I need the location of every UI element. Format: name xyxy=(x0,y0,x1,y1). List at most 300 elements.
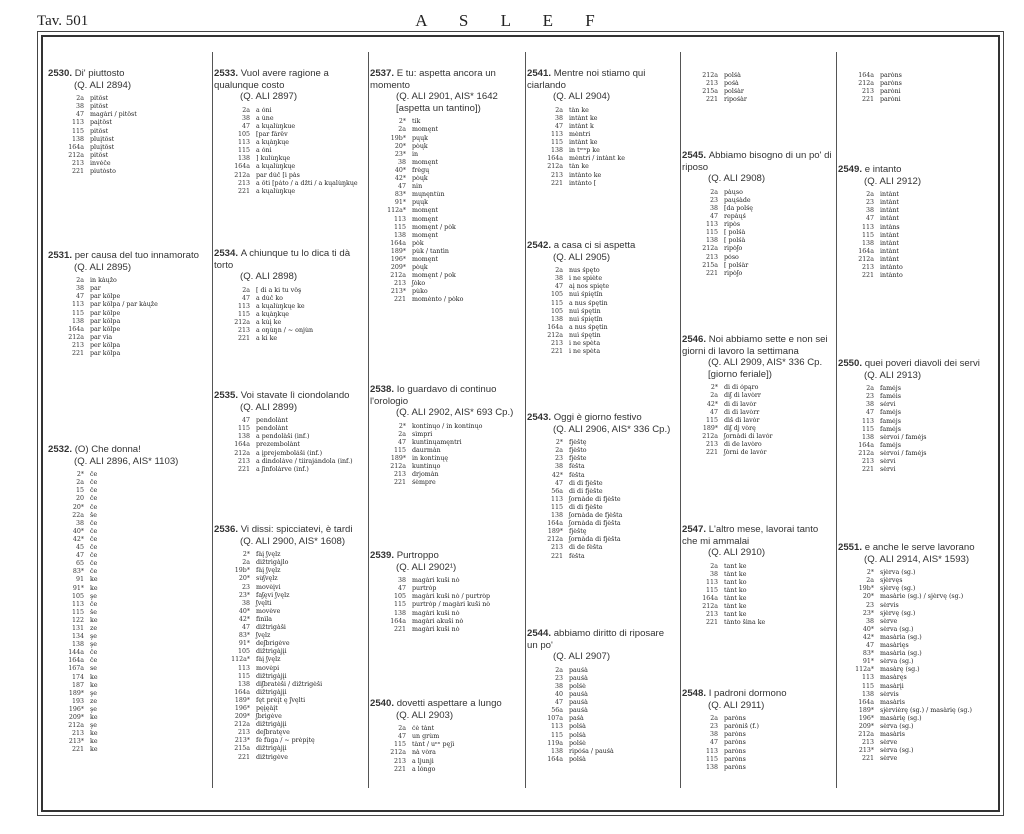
response-list xyxy=(682,384,832,457)
question-number: 2546. xyxy=(682,334,709,345)
question-reference: (Q. ALI 2896, AIS* 1103) xyxy=(74,455,179,467)
locality-code: 113 xyxy=(861,223,874,231)
locality-code: 47 xyxy=(241,624,250,632)
dialect-form: a kųàŋkųe xyxy=(256,139,290,147)
locality-code: 113 xyxy=(705,578,718,586)
question-reference: (Q. ALI 2913) xyxy=(864,369,922,381)
dialect-form: momęnt / pok xyxy=(412,272,456,280)
locality-code: 113 xyxy=(550,131,563,139)
locality-code: 115 xyxy=(393,741,406,749)
locality-code: 138 xyxy=(71,641,84,649)
locality-code: 40* xyxy=(72,527,84,535)
response-list xyxy=(48,277,208,358)
response-row xyxy=(527,283,677,291)
locality-code: 113 xyxy=(71,119,84,127)
response-row xyxy=(214,673,364,681)
map-column xyxy=(370,52,520,792)
dialect-form: intànt xyxy=(880,239,899,247)
response-row xyxy=(48,698,208,706)
locality-code: 212a xyxy=(858,80,874,88)
dialect-form: če xyxy=(90,552,98,560)
locality-code: 213 xyxy=(705,253,718,261)
question-section xyxy=(682,524,832,628)
dialect-form: di di fjèšte xyxy=(569,479,603,487)
dialect-form: masàris xyxy=(880,698,905,706)
dialect-form: tànt ko xyxy=(724,587,747,595)
question-text: I padroni dormono xyxy=(708,688,787,699)
question-text: abbiamo diritto di riposare un po' xyxy=(527,628,665,651)
question-section xyxy=(48,444,208,754)
locality-code: 38 xyxy=(75,519,84,527)
response-row xyxy=(214,624,364,632)
locality-code: 215a xyxy=(234,745,250,753)
response-row xyxy=(370,749,520,757)
response-row xyxy=(527,275,677,283)
question-title xyxy=(370,550,520,562)
dialect-form: pùko xyxy=(412,288,428,296)
locality-code: 138 xyxy=(71,135,84,143)
response-row xyxy=(48,560,208,568)
dialect-form: di di lavòr xyxy=(724,400,757,408)
dialect-form: ʃornàdi di lavór xyxy=(724,432,773,440)
question-title xyxy=(838,542,988,554)
dialect-form: sjèrva (sg.) xyxy=(880,569,916,577)
dialect-form: sjèrvęs xyxy=(880,577,903,585)
dialect-form: če xyxy=(90,527,98,535)
locality-code: 221 xyxy=(550,552,563,560)
locality-code: 2* xyxy=(398,422,406,430)
locality-code: 187 xyxy=(71,681,84,689)
locality-code: 213 xyxy=(705,611,718,619)
question-section xyxy=(682,334,832,457)
response-row xyxy=(527,723,677,731)
response-list xyxy=(370,118,520,304)
dialect-form: če xyxy=(90,487,98,495)
locality-code: 209* xyxy=(234,713,250,721)
dialect-form: faméjs xyxy=(880,441,901,449)
response-row xyxy=(527,715,677,723)
dialect-form: pauśà xyxy=(569,699,588,707)
question-reference: (Q. ALI 2899) xyxy=(240,401,298,413)
response-row xyxy=(48,544,208,552)
response-row xyxy=(214,287,364,295)
dialect-form: deʃbrigève xyxy=(256,640,290,648)
response-list xyxy=(214,287,364,344)
locality-code: 56a xyxy=(551,707,563,715)
locality-code: 38 xyxy=(397,158,406,166)
question-section xyxy=(48,68,208,176)
dialect-form: nuì śpięti̊n xyxy=(569,291,603,299)
locality-code: 115 xyxy=(550,731,563,739)
locality-code: 122 xyxy=(71,616,84,624)
response-row xyxy=(48,657,208,665)
locality-code: 23 xyxy=(709,723,718,731)
question-number: 2544. xyxy=(527,628,554,639)
question-number: 2534. xyxy=(214,248,241,259)
dialect-form: sjèrvę (sg.) xyxy=(880,609,916,617)
response-row xyxy=(682,611,832,619)
locality-code: 38 xyxy=(75,285,84,293)
question-text: (O) Che donna! xyxy=(74,444,141,455)
response-list xyxy=(527,439,677,560)
response-row xyxy=(838,707,988,715)
question-title xyxy=(214,524,364,536)
response-row xyxy=(370,626,520,634)
response-row xyxy=(48,682,208,690)
column-divider xyxy=(368,52,369,788)
response-row xyxy=(527,756,677,764)
dialect-form: sèrva (sg.) xyxy=(880,658,914,666)
response-row xyxy=(214,458,364,466)
locality-code: 189* xyxy=(390,455,406,463)
locality-code: 2a xyxy=(398,725,406,733)
dialect-form: če xyxy=(90,657,98,665)
question-number: 2545. xyxy=(682,150,709,161)
dialect-form: če xyxy=(90,519,98,527)
locality-code: 221 xyxy=(393,479,406,487)
response-row xyxy=(214,681,364,689)
locality-code: 47 xyxy=(865,409,874,417)
response-row xyxy=(838,683,988,691)
dialect-form: intànt xyxy=(880,215,899,223)
locality-code: 113 xyxy=(393,215,406,223)
dialect-form: ripośàr xyxy=(724,96,747,104)
response-row xyxy=(48,350,208,358)
locality-code: 2* xyxy=(555,439,563,447)
response-row xyxy=(527,439,677,447)
dialect-form: ripòʃo xyxy=(724,245,743,253)
question-text: Vi dissi: spicciatevi, è tardi xyxy=(240,524,353,535)
response-row xyxy=(527,732,677,740)
question-text: Io guardavo di continuo l'orologio xyxy=(370,384,497,407)
response-row xyxy=(214,713,364,721)
locality-code: 2a xyxy=(242,559,250,567)
response-row xyxy=(214,754,364,762)
dialect-form: masària (sg.) xyxy=(880,650,922,658)
response-row xyxy=(527,115,677,123)
response-row xyxy=(370,577,520,585)
dialect-form: a dindoláve / tiirajándola (inf.) xyxy=(256,457,353,465)
response-row xyxy=(370,264,520,272)
dialect-form: [da polśę xyxy=(724,204,754,212)
dialect-form: a nus śpętin xyxy=(569,299,608,307)
question-text: quei poveri diavoli dei servi xyxy=(864,358,980,369)
question-number: 2536. xyxy=(214,524,241,535)
response-row xyxy=(838,385,988,393)
response-row xyxy=(214,575,364,583)
locality-code: 38 xyxy=(709,570,718,578)
locality-code: 212a xyxy=(858,449,874,457)
response-row xyxy=(48,119,208,127)
dialect-form: kuntìnųamęntri xyxy=(412,438,462,446)
response-row xyxy=(370,423,520,431)
response-row xyxy=(527,520,677,528)
locality-code: 2a xyxy=(710,715,718,723)
response-row xyxy=(527,308,677,316)
dialect-form: diẑtrigàjįi xyxy=(256,648,287,656)
dialect-form: şe xyxy=(90,705,97,713)
response-row xyxy=(527,504,677,512)
dialect-form: tant ke xyxy=(724,562,747,570)
locality-code: 38 xyxy=(554,682,563,690)
locality-code: 2a xyxy=(866,577,874,585)
response-list xyxy=(838,569,988,763)
response-row xyxy=(214,559,364,567)
locality-code: 115 xyxy=(393,223,406,231)
response-row xyxy=(527,291,677,299)
dialect-form: movève xyxy=(256,607,281,615)
locality-code: 42* xyxy=(551,471,563,479)
dialect-form: ripòs xyxy=(724,221,741,229)
response-row xyxy=(214,107,364,115)
response-row xyxy=(682,384,832,392)
response-row xyxy=(682,96,832,104)
locality-code: 47 xyxy=(397,183,406,191)
response-row xyxy=(838,466,988,474)
response-row xyxy=(48,334,208,342)
dialect-form: polśà xyxy=(724,72,741,79)
question-text: Oggi è giorno festivo xyxy=(553,412,642,423)
response-row xyxy=(370,224,520,232)
locality-code: 2* xyxy=(76,471,84,479)
response-row xyxy=(682,449,832,457)
response-row xyxy=(527,472,677,480)
response-row xyxy=(48,568,208,576)
response-row xyxy=(370,585,520,593)
locality-code: 38 xyxy=(709,204,718,212)
locality-code: 221 xyxy=(705,449,718,457)
response-row xyxy=(214,123,364,131)
question-number: 2543. xyxy=(527,412,554,423)
dialect-form: sèrve xyxy=(880,617,898,625)
locality-code: 115 xyxy=(705,587,718,595)
response-row xyxy=(838,248,988,256)
locality-code: 40* xyxy=(238,607,250,615)
locality-code: 2a xyxy=(398,430,406,438)
dialect-form: a úne xyxy=(256,114,274,122)
dialect-form: sèrva (sg.) xyxy=(880,747,914,755)
response-row xyxy=(214,551,364,559)
locality-code: 83* xyxy=(862,650,874,658)
response-row xyxy=(838,191,988,199)
response-row xyxy=(370,463,520,471)
dialect-form: finìla xyxy=(256,615,273,623)
locality-code: 212a xyxy=(390,272,406,280)
locality-code: 47 xyxy=(709,739,718,747)
response-row xyxy=(370,296,520,304)
dialect-form: diẑtrigàši xyxy=(256,624,286,632)
locality-code: 164a xyxy=(68,657,84,665)
response-row xyxy=(682,401,832,409)
locality-code: 91* xyxy=(238,640,250,648)
dialect-form: sèrve xyxy=(880,755,898,763)
dialect-form: sjèrvièrę (sg.) / masàrię (sg.) xyxy=(880,706,972,714)
response-row xyxy=(838,256,988,264)
locality-code: 113 xyxy=(705,747,718,755)
dialect-form: diẑtrigàjįi xyxy=(256,721,287,729)
response-row xyxy=(838,232,988,240)
dialect-form: kuntinųo xyxy=(412,463,441,471)
response-row xyxy=(838,674,988,682)
response-row xyxy=(682,587,832,595)
response-list xyxy=(214,107,364,196)
locality-code: 212a xyxy=(234,721,250,729)
question-text: Vuol avere ragione a qualunque costo xyxy=(214,68,329,91)
locality-code: 2a xyxy=(76,479,84,487)
response-row xyxy=(48,301,208,309)
dialect-form: prezembolànt xyxy=(256,441,300,449)
locality-code: 164a xyxy=(858,247,874,255)
dialect-form: fèšta xyxy=(569,552,585,560)
question-section xyxy=(527,628,677,764)
dialect-form: a dúč ko xyxy=(256,294,283,302)
dialect-form: ćè tànt xyxy=(412,725,435,733)
locality-code: 47 xyxy=(865,215,874,223)
locality-code: 115 xyxy=(705,755,718,763)
dialect-form: mèntri / intànt ke xyxy=(569,155,625,163)
response-row xyxy=(48,706,208,714)
response-row xyxy=(682,213,832,221)
locality-code: 212a xyxy=(858,255,874,263)
response-row xyxy=(527,131,677,139)
question-text: a casa ci si aspetta xyxy=(553,240,636,251)
dialect-form: ke xyxy=(90,746,98,754)
response-row xyxy=(48,649,208,657)
response-row xyxy=(527,683,677,691)
response-row xyxy=(370,151,520,159)
dialect-form: per kôlpa xyxy=(90,341,121,349)
dialect-form: di di fjèšte xyxy=(569,503,603,511)
dialect-form: nus śpęto xyxy=(569,267,600,275)
locality-code: 164a xyxy=(858,698,874,706)
response-row xyxy=(370,118,520,126)
response-list xyxy=(838,72,988,104)
response-row xyxy=(682,595,832,603)
dialect-form: ke xyxy=(90,714,98,721)
dialect-form: masària (sg.) xyxy=(880,633,922,641)
dialect-form: un grùm xyxy=(412,733,440,741)
dialect-form: śèmpre xyxy=(412,479,436,487)
dialect-form: sérvi xyxy=(880,401,896,409)
question-reference: (Q. ALI 2910) xyxy=(708,547,766,559)
response-row xyxy=(214,425,364,433)
locality-code: 138 xyxy=(71,317,84,325)
response-row xyxy=(682,619,832,627)
question-reference: (Q. ALI 2903) xyxy=(396,709,454,721)
dialect-form: a kùį ke xyxy=(256,319,282,327)
response-row xyxy=(682,579,832,587)
locality-code: 221 xyxy=(705,269,718,277)
dialect-form: se xyxy=(90,665,97,673)
response-row xyxy=(838,434,988,442)
locality-code: 23 xyxy=(865,393,874,401)
locality-code: 138 xyxy=(237,433,250,441)
locality-code: 138 xyxy=(393,609,406,617)
response-list xyxy=(838,385,988,474)
question-title xyxy=(527,628,677,651)
dialect-form: frègų xyxy=(412,166,430,174)
dialect-form: a kųàŋkųe xyxy=(256,311,290,319)
response-row xyxy=(370,207,520,215)
dialect-form: polśà xyxy=(569,723,586,731)
locality-code: 115 xyxy=(550,503,563,511)
response-row xyxy=(48,342,208,350)
response-row xyxy=(214,592,364,600)
response-row xyxy=(214,608,364,616)
locality-code: 2a xyxy=(555,267,563,275)
dialect-form: pòk xyxy=(412,239,424,247)
dialect-form: tàn ke xyxy=(569,163,589,171)
dialect-form: şe xyxy=(90,592,97,600)
locality-code: 213 xyxy=(393,280,406,288)
locality-code: 134 xyxy=(71,633,84,641)
dialect-form: ke xyxy=(90,673,98,681)
response-row xyxy=(214,689,364,697)
locality-code: 105 xyxy=(237,131,250,139)
question-title xyxy=(370,384,520,407)
dialect-form: faméjs xyxy=(880,425,901,433)
dialect-form: masàrie (sg.) / sjèrvę (sg.) xyxy=(880,593,964,601)
question-reference: (Q. ALI 2904) xyxy=(553,91,611,103)
response-row xyxy=(370,256,520,264)
locality-code: 138 xyxy=(237,680,250,688)
question-section xyxy=(214,524,364,762)
locality-code: 115 xyxy=(705,416,718,424)
dialect-form: paròns xyxy=(880,72,902,79)
locality-code: 174 xyxy=(71,673,84,681)
response-row xyxy=(527,123,677,131)
dialect-form: pitôst xyxy=(90,103,109,111)
question-text: A chiunque tu lo dica ti dà torto xyxy=(214,248,351,271)
response-row xyxy=(214,665,364,673)
response-row xyxy=(48,495,208,503)
response-row xyxy=(838,418,988,426)
response-row xyxy=(838,610,988,618)
question-section xyxy=(682,68,832,104)
response-list xyxy=(682,189,832,278)
question-title xyxy=(370,698,520,710)
locality-code: 40 xyxy=(554,691,563,699)
response-row xyxy=(682,563,832,571)
response-row xyxy=(838,658,988,666)
locality-code: 105 xyxy=(237,648,250,656)
locality-code: 213 xyxy=(237,729,250,737)
question-section xyxy=(682,150,832,278)
locality-code: 38 xyxy=(554,275,563,283)
question-reference: (Q. ALI 2900, AIS* 1608) xyxy=(240,535,346,547)
locality-code: 23 xyxy=(865,199,874,207)
response-row xyxy=(48,641,208,649)
dialect-form: paųśàde xyxy=(724,196,751,204)
dialect-form: ze xyxy=(90,697,98,705)
locality-code: 105 xyxy=(550,307,563,315)
question-section xyxy=(370,384,520,488)
response-row xyxy=(527,267,677,275)
dialect-form: paįtôst xyxy=(90,119,112,127)
response-row xyxy=(527,324,677,332)
dialect-form: a óni xyxy=(256,147,272,155)
dialect-form: a kųalùŋkųe xyxy=(256,163,296,171)
locality-code: 221 xyxy=(705,96,718,104)
dialect-form: polśà xyxy=(569,731,586,739)
response-row xyxy=(838,666,988,674)
locality-code: 83* xyxy=(72,568,84,576)
locality-code: 164a xyxy=(547,520,563,528)
locality-code: 138 xyxy=(861,433,874,441)
response-row xyxy=(838,642,988,650)
locality-code: 212a xyxy=(390,749,406,757)
locality-code: 113 xyxy=(237,139,250,147)
